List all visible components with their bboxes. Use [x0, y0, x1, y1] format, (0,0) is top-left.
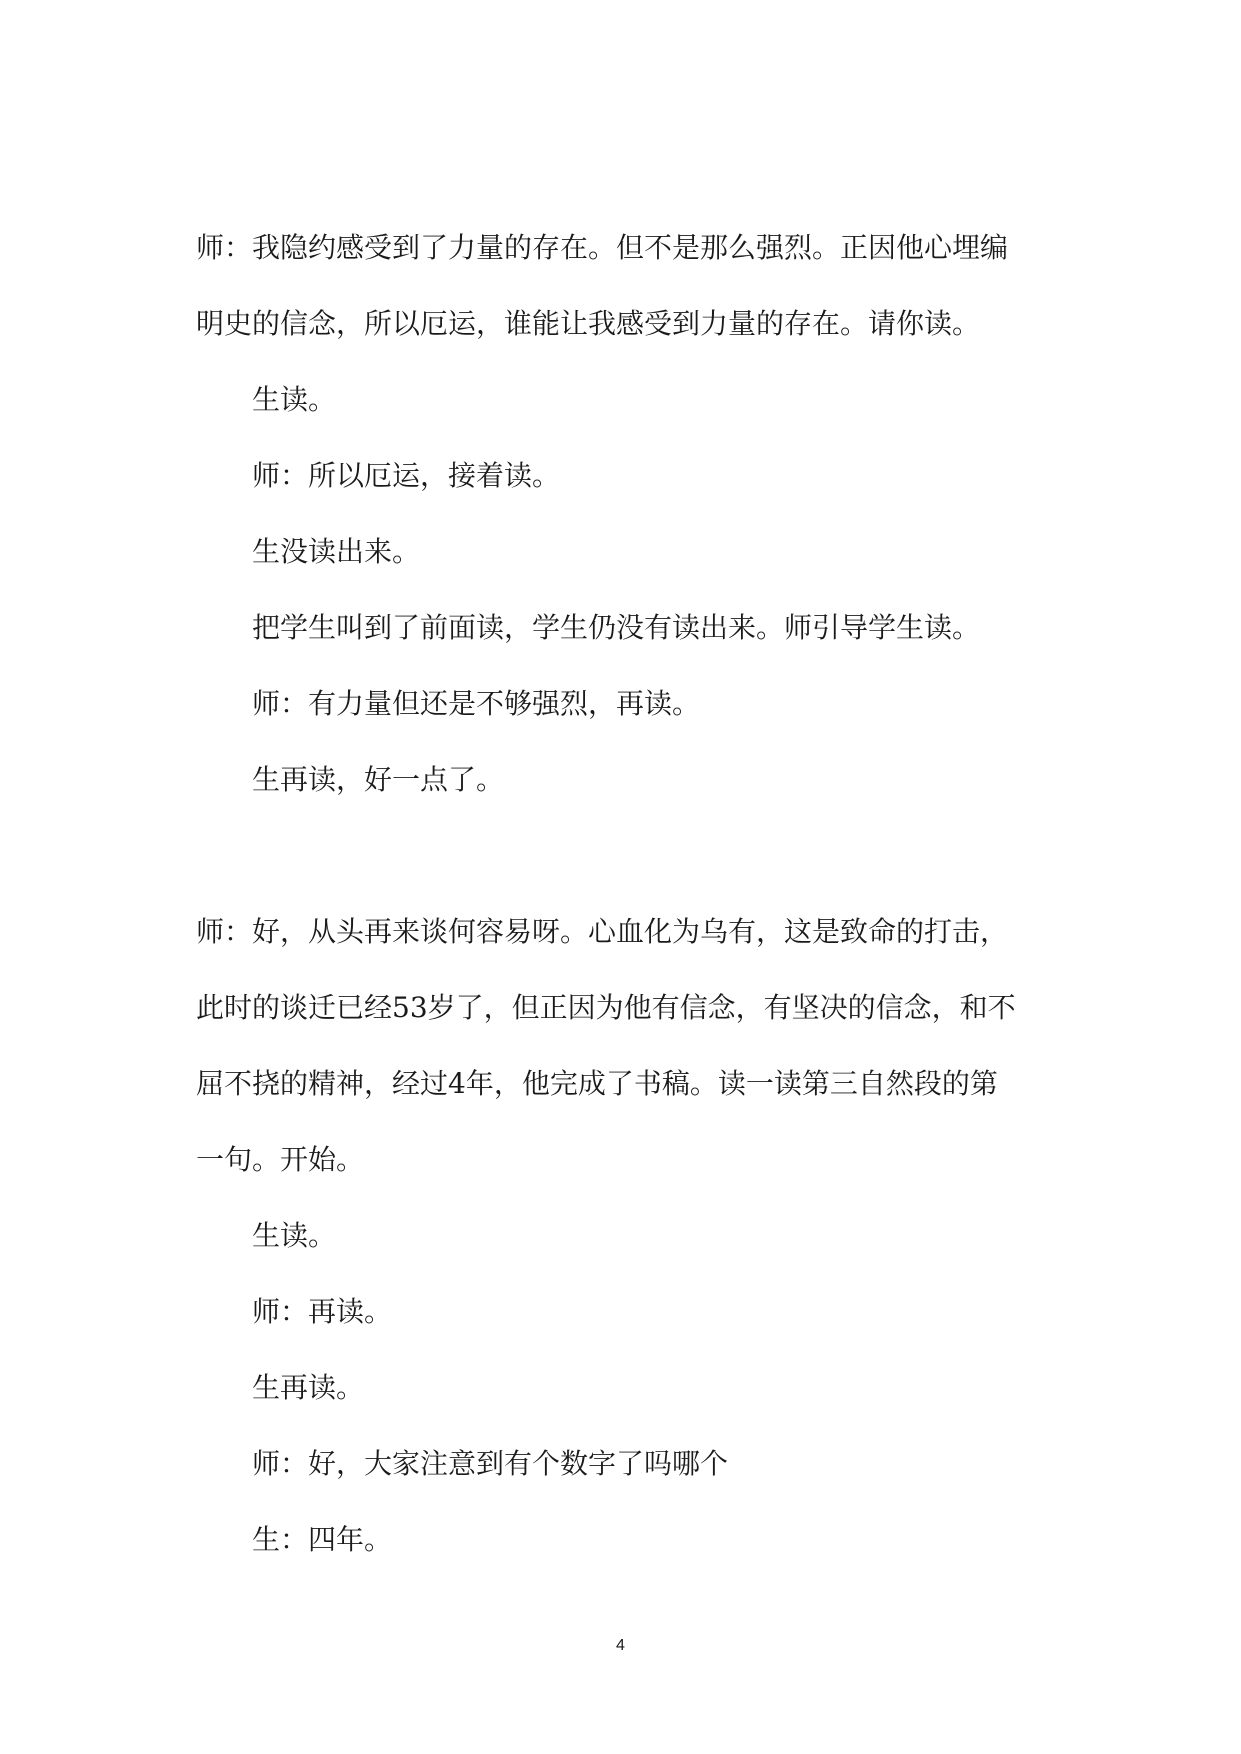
paragraph-line: 生再读，好一点了。 [252, 763, 505, 796]
paragraph-line: 把学生叫到了前面读，学生仍没有读出来。师引导学生读。 [252, 611, 981, 644]
paragraph-line: 生没读出来。 [252, 535, 421, 568]
paragraph-line: 生：四年。 [252, 1523, 393, 1556]
paragraph-line: 生再读。 [252, 1371, 365, 1404]
paragraph-line: 师：有力量但还是不够强烈，再读。 [252, 687, 701, 720]
paragraph-line: 师：所以厄运，接着读。 [252, 459, 561, 492]
paragraph-line: 师：好，大家注意到有个数字了吗哪个 [252, 1447, 729, 1480]
paragraph-line: 明史的信念，所以厄运，谁能让我感受到力量的存在。请你读。 [196, 307, 981, 340]
paragraph-line: 生读。 [252, 1219, 337, 1252]
paragraph-line: 生读。 [252, 383, 337, 416]
paragraph-line: 师：我隐约感受到了力量的存在。但不是那么强烈。正因他心埋编 [196, 231, 1009, 264]
paragraph-line: 屈不挠的精神，经过4年，他完成了书稿。读一读第三自然段的第 [196, 1067, 998, 1100]
paragraph-line: 一句。开始。 [196, 1143, 365, 1176]
paragraph-line: 此时的谈迁已经53岁了，但正因为他有信念，有坚决的信念，和不 [196, 991, 1016, 1024]
page-number: 4 [616, 1637, 625, 1654]
paragraph-line: 师：再读。 [252, 1295, 393, 1328]
paragraph-line: 师：好，从头再来谈何容易呀。心血化为乌有，这是致命的打击， [196, 915, 1009, 948]
